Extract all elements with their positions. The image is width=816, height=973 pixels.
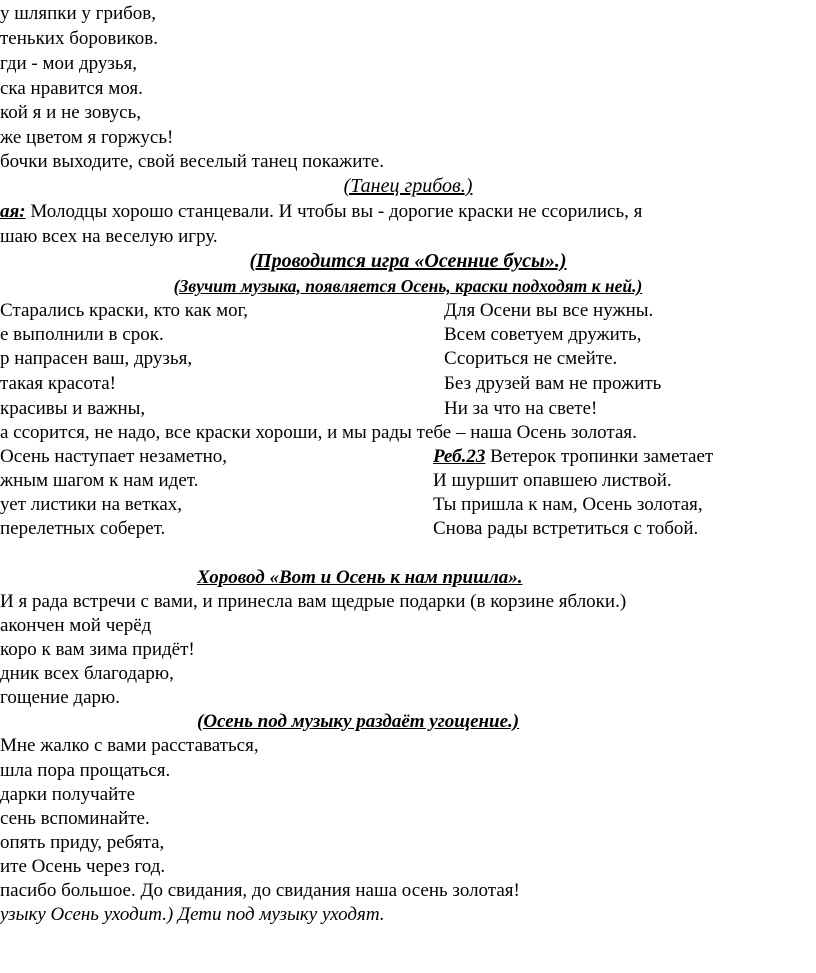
farewell-line: шла пора прощаться. [0,760,171,781]
gift-line: акончен мой черёд [0,615,152,636]
intro-line: же цветом я горжусь! [0,127,174,148]
dance-heading-text: (Танец грибов.) [343,175,473,197]
poem2-right-line: Снова рады встретиться с тобой. [433,518,699,539]
farewell-line: пасибо большое. До свидания, до свидания наша осень золотая! [0,880,520,901]
poem-right-line: Ссориться не смейте. [444,348,618,369]
intro-line: ска нравится моя. [0,78,143,99]
game-heading: (Проводится игра «Осенние бусы».) [249,250,567,272]
autumn-line: а ссорится, не надо, все краски хороши, и мы рады тебе – наша Осень золотая. [0,422,637,443]
poem2-right-line: И шуршит опавшею листвой. [433,470,672,491]
reb-text: Ветерок тропинки заметает [485,446,714,467]
poem2-left-line: перелетных соберет. [0,518,166,539]
poem-left-line: красивы и важны, [0,398,146,419]
poem-left-line: р напрасен ваш, друзья, [0,348,193,369]
poem2-left-line: ует листики на ветках, [0,494,183,515]
lead-line [0,200,642,223]
farewell-line: дарки получайте [0,784,136,805]
poem2-right-line [433,445,713,468]
intro-line: теньких боровиков. [0,28,159,49]
poem-left-line: такая красота! [0,373,116,394]
farewell-line: Мне жалко с вами расставаться, [0,735,259,756]
treat-heading: (Осень под музыку раздаёт угощение.) [197,711,520,732]
reb-label: Реб.23 [433,446,486,467]
gift-line: коро к вам зима придёт! [0,639,195,660]
poem2-right-line: Ты пришла к нам, Осень золотая, [433,494,703,515]
poem-left-line: е выполнили в срок. [0,324,164,345]
poem-right-line: Без друзей вам не прожить [444,373,662,394]
poem-right-line: Ни за что на свете! [444,398,598,419]
poem-right-line: Для Осени вы все нужны. [444,300,654,321]
intro-line: у шляпки у грибов, [0,3,157,24]
poem2-left-line: жным шагом к нам идет. [0,470,199,491]
farewell-line: опять приду, ребята, [0,832,165,853]
lead-text: Молодцы хорошо станцевали. И чтобы вы - дорогие краски не ссорились, я [25,201,643,222]
round-dance-heading: Хоровод «Вот и Осень к нам пришла». [197,567,523,588]
gift-line: дник всех благодарю, [0,663,174,684]
music-heading: (Звучит музыка, появляется Осень, краски подходят к ней.) [173,276,643,296]
dance-heading [0,175,816,198]
farewell-line: ите Осень через год. [0,856,166,877]
poem2-left-line: Осень наступает незаметно, [0,446,228,467]
lead-line: шаю всех на веселую игру. [0,226,218,247]
intro-line: гди - мои друзья, [0,53,138,74]
gift-line: И я рада встречи с вами, и принесла вам щедрые подарки (в корзине яблоки.) [0,591,627,612]
speaker-label: ая: [0,201,26,222]
poem-right-line: Всем советуем дружить, [444,324,642,345]
intro-line: бочки выходите, свой веселый танец покажите. [0,151,384,172]
gift-line: гощение дарю. [0,687,120,708]
final-stage-direction: узыку Осень уходит.) Дети под музыку уходят. [0,904,385,925]
intro-line: кой я и не зовусь, [0,102,142,123]
farewell-line: сень вспоминайте. [0,808,150,829]
poem-left-line: Старались краски, кто как мог, [0,300,249,321]
